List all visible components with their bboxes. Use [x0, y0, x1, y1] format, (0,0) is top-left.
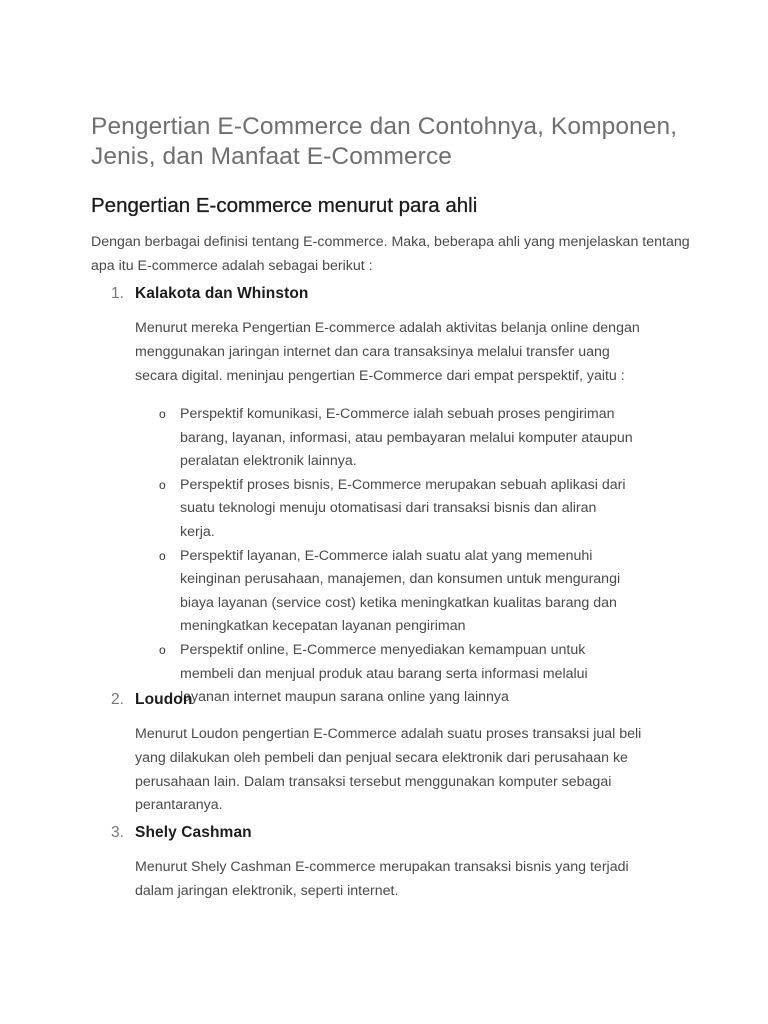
- bullet-item: [135, 403, 635, 474]
- bullet-text: Perspektif proses bisnis, E-Commerce merupakan sebuah aplikasi dari suatu teknologi menuju otomatisasi dari transaksi bisnis dan aliran kerja.: [180, 476, 626, 540]
- list-item-description: Menurut Loudon pengertian E-Commerce adalah suatu proses transaksi jual beli yang dilakukan oleh pembeli dan penjual secara elektronik dari perusahaan ke perusahaan lain. Dalam transaksi tersebut menggunakan komputer sebagai perantaranya.: [135, 726, 642, 814]
- section-heading: Pengertian E-commerce menurut para ahli: [91, 194, 478, 217]
- list-item-description: Menurut Shely Cashman E-commerce merupakan transaksi bisnis yang terjadi dalam jaringan elektronik, seperti internet.: [135, 859, 629, 899]
- list-number: 2.: [111, 691, 124, 708]
- list-item-description: Menurut mereka Pengertian E-commerce adalah aktivitas belanja online dengan menggunakan jaringan internet dan cara transaksinya melalui transfer uang secara digital. meninjau pengertian E-Commerce dari empat perspektif, yaitu :: [135, 320, 640, 384]
- list-number: 1.: [111, 285, 124, 302]
- bullet-item: [135, 545, 635, 639]
- bullet-text: Perspektif layanan, E-Commerce ialah suatu alat yang memenuhi keinginan perusahaan, manajemen, dan konsumen untuk mengurangi biaya layanan (service cost) ketika meningkatkan kualitas barang dan meningkatkan kecepatan layanan pengiriman: [180, 547, 621, 635]
- bullet-circle-icon: o: [159, 642, 166, 657]
- intro-paragraph: Dengan berbagai definisi tentang E-commerce. Maka, beberapa ahli yang menjelaskan tentang apa itu E-commerce adalah sebagai berikut :: [91, 234, 690, 274]
- bullet-item: [135, 639, 635, 710]
- bullet-item: [135, 474, 635, 545]
- list-item-title: Loudon: [135, 691, 193, 708]
- bullet-text: Perspektif komunikasi, E-Commerce ialah sebuah proses pengiriman barang, layanan, informasi, atau pembayaran melalui komputer ataupun peralatan elektronik lainnya.: [180, 406, 633, 470]
- perspective-bullet-list: [135, 403, 635, 710]
- bullet-circle-icon: o: [159, 407, 166, 421]
- document-title: Pengertian E-Commerce dan Contohnya, Komponen, Jenis, dan Manfaat E-Commerce: [91, 113, 678, 170]
- list-item-title: Shely Cashman: [135, 824, 252, 841]
- list-item-title: Kalakota dan Whinston: [135, 285, 309, 302]
- bullet-circle-icon: o: [159, 477, 166, 492]
- bullet-circle-icon: o: [159, 548, 166, 563]
- list-number: 3.: [111, 824, 124, 841]
- bullet-text: Perspektif online, E-Commerce menyediakan kemampuan untuk membeli dan menjual produk atau barang serta informasi melalui layanan internet maupun sarana online yang lainnya: [180, 641, 588, 706]
